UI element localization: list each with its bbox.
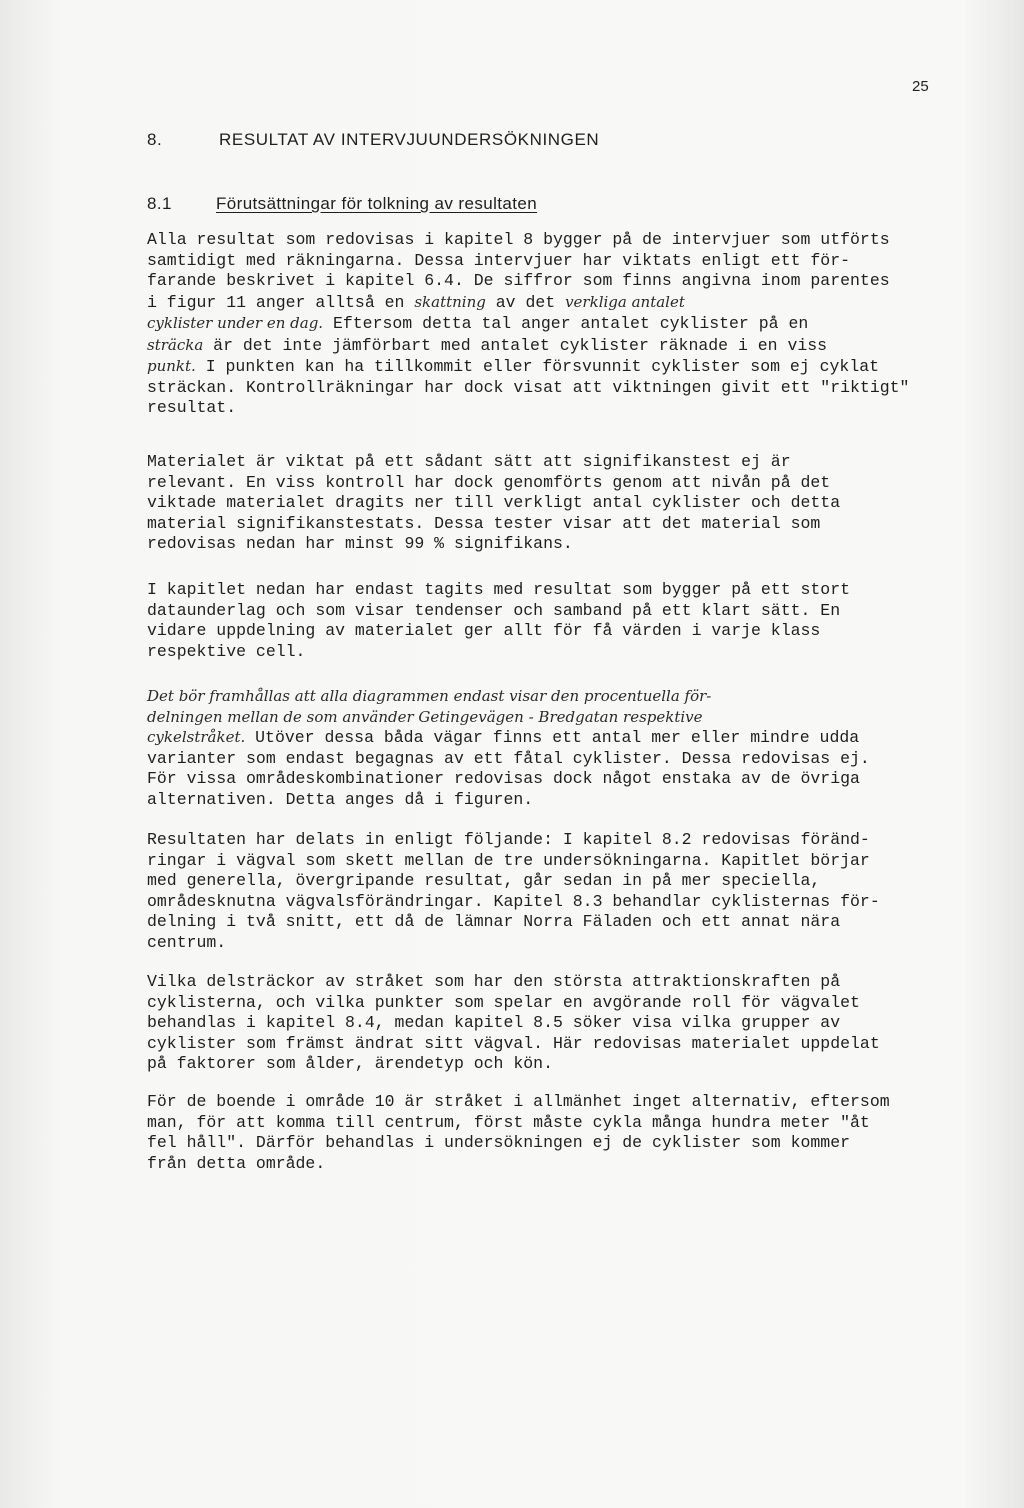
text-line: varianter som endast begagnas av ett fåtal cyklister. Dessa redovisas ej. xyxy=(147,748,870,768)
text-line: Alla resultat som redovisas i kapitel 8 bygger på de intervjuer som utförts xyxy=(147,230,890,249)
text-line: För de boende i område 10 är stråket i allmänhet inget alternativ, eftersom xyxy=(147,1092,890,1111)
text-segment: av det xyxy=(485,292,566,312)
italic-text: verkliga antalet xyxy=(565,292,685,311)
text-line: centrum. xyxy=(147,932,227,952)
text-line: cyklister som främst ändrat sitt vägval. Här redovisas materialet uppdelat xyxy=(147,1033,880,1053)
text-line: farande beskrivet i kapitel 6.4. De siffror som finns angivna inom parentes xyxy=(147,271,890,290)
paragraph-5 xyxy=(147,830,937,953)
text-line: sträckan. Kontrollräkningar har dock visat att viktningen givit ett "riktigt" xyxy=(147,377,910,397)
text-line xyxy=(147,313,937,335)
italic-text: skattning xyxy=(414,292,486,311)
paragraph-7 xyxy=(147,1092,937,1174)
paragraph-2 xyxy=(147,452,937,555)
chapter-title: RESULTAT AV INTERVJUUNDERSÖKNINGEN xyxy=(219,130,600,149)
text-line: samtidigt med räkningarna. Dessa intervjuer har viktats enligt ett för- xyxy=(147,250,851,270)
text-line: områdesknutna vägvalsförändringar. Kapitel 8.3 behandlar cyklisternas för- xyxy=(147,891,880,911)
text-line: resultat. xyxy=(147,398,237,417)
italic-text: sträcka xyxy=(147,335,204,354)
text-line xyxy=(147,335,937,357)
paragraph-1 xyxy=(147,230,937,419)
italic-line: delningen mellan de som använder Getingevägen - Bredgatan respektive xyxy=(147,707,703,726)
text-segment: Utöver dessa båda vägar finns ett antal mer eller mindre udda xyxy=(245,728,860,747)
text-line: För vissa områdeskombinationer redovisas dock något enstaka av de övriga xyxy=(147,769,860,788)
text-line: Resultaten har delats in enligt följande: I kapitel 8.2 redovisas föränd- xyxy=(147,830,870,849)
text-segment: är det inte jämförbart med antalet cyklister räknade i en viss xyxy=(203,335,828,355)
italic-text: punkt. xyxy=(147,357,196,375)
page-number: 25 xyxy=(912,78,929,95)
text-segment: I punkten kan ha tillkommit eller försvunnit cyklister som ej cyklat xyxy=(195,357,880,376)
italic-line: Det bör framhållas att alla diagrammen endast visar den procentuella för- xyxy=(147,687,712,705)
chapter-heading xyxy=(147,130,599,150)
text-line: vidare uppdelning av materialet ger allt för få värden i varje klass xyxy=(147,621,821,640)
text-line: cyklisterna, och vilka punkter som spelar en avgörande roll för vägvalet xyxy=(147,992,860,1012)
text-line: man, för att komma till centrum, först måste cykla många hundra meter "åt xyxy=(147,1112,870,1132)
italic-text: cyklister under en dag. xyxy=(147,314,324,332)
chapter-number: 8. xyxy=(147,130,163,149)
section-number: 8.1 xyxy=(147,194,172,213)
text-line: redovisas nedan har minst 99 % signifikans. xyxy=(147,534,573,553)
text-line: Materialet är viktat på ett sådant sätt att signifikanstest ej är xyxy=(147,452,791,471)
text-line: relevant. En viss kontroll har dock genomförts genom att nivån på det xyxy=(147,472,831,492)
text-line: delning i två snitt, ett då de lämnar Norra Fäladen och ett annat nära xyxy=(147,912,841,931)
text-line: I kapitlet nedan har endast tagits med resultat som bygger på ett stort xyxy=(147,580,851,599)
text-line: dataunderlag och som visar tendenser och samband på ett klart sätt. En xyxy=(147,600,841,620)
section-heading xyxy=(147,194,537,214)
text-line: fel håll". Därför behandlas i undersökningen ej de cyklister som kommer xyxy=(147,1133,851,1152)
text-line xyxy=(147,727,937,749)
text-line xyxy=(147,292,937,314)
text-line: respektive cell. xyxy=(147,641,306,661)
text-line: ringar i vägval som skett mellan de tre undersökningarna. Kapitlet börjar xyxy=(147,850,870,870)
text-line: med generella, övergripande resultat, går sedan in på mer speciella, xyxy=(147,871,821,890)
italic-text: cykelstråket. xyxy=(147,728,246,746)
text-segment: Eftersom detta tal anger antalet cyklister på en xyxy=(323,314,809,333)
text-line: alternativen. Detta anges då i figuren. xyxy=(147,789,534,809)
text-line: Vilka delsträckor av stråket som har den största attraktionskraften på xyxy=(147,972,841,991)
text-line: på faktorer som ålder, ärendetyp och kön. xyxy=(147,1054,553,1073)
text-line: från detta område. xyxy=(147,1153,326,1173)
text-line xyxy=(147,356,937,378)
text-line: material signifikanstestats. Dessa tester visar att det material som xyxy=(147,513,821,533)
text-segment: i figur 11 anger alltså en xyxy=(147,292,415,312)
paragraph-4 xyxy=(147,686,937,810)
paragraph-6 xyxy=(147,972,937,1075)
section-title: Förutsättningar för tolkning av resultaten xyxy=(216,194,538,213)
paragraph-3 xyxy=(147,580,937,662)
text-line: viktade materialet dragits ner till verkligt antal cyklister och detta xyxy=(147,493,841,512)
text-line: behandlas i kapitel 8.4, medan kapitel 8.5 söker visa vilka grupper av xyxy=(147,1013,841,1032)
